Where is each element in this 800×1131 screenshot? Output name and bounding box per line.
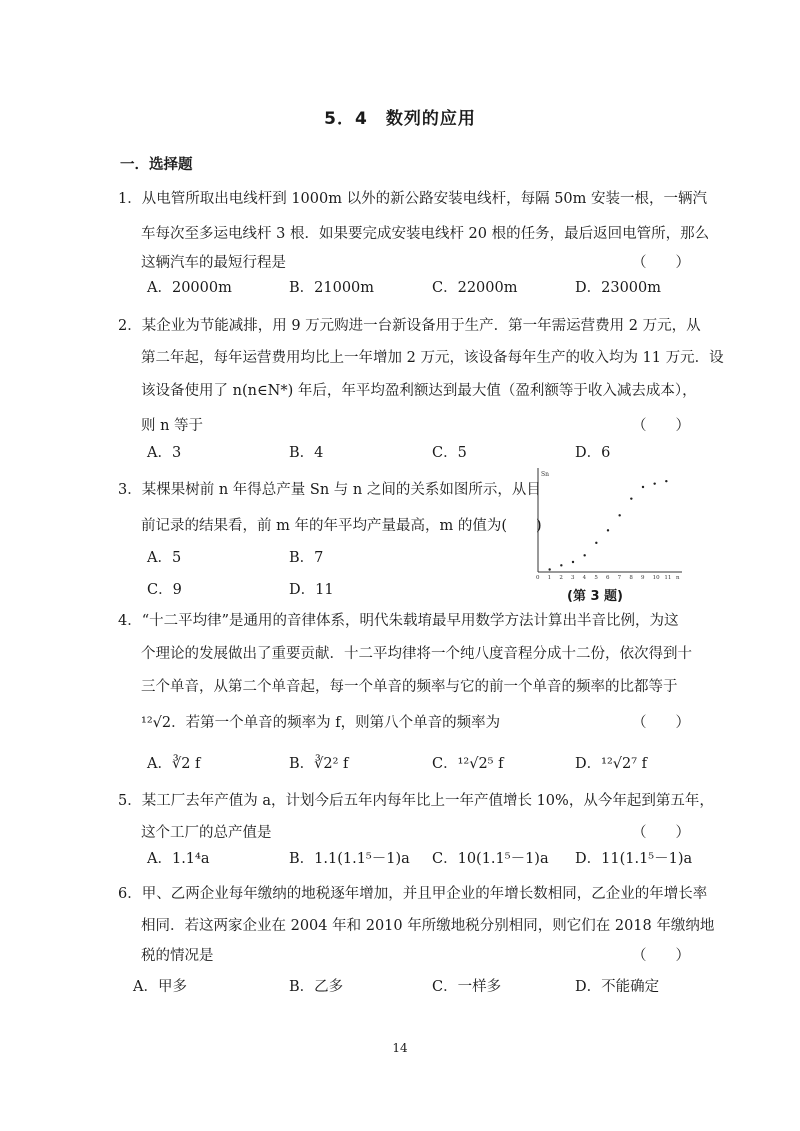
q2-answer-paren: （ ） bbox=[632, 418, 690, 434]
q1-option-c: C．22000m bbox=[432, 280, 518, 296]
q5-line-2: 这个工厂的总产值是 bbox=[141, 825, 272, 841]
page-number: 14 bbox=[392, 1041, 408, 1055]
q6-option-d: D．不能确定 bbox=[575, 979, 660, 995]
x-tick-label: 5 bbox=[594, 575, 598, 581]
q6-option-c: C．一样多 bbox=[432, 979, 502, 995]
q1-option-b: B．21000m bbox=[289, 280, 375, 296]
q4-option-a: A．∛2 f bbox=[147, 756, 201, 772]
q3-line-2: 前记录的结果看，前 m 年的年平均产量最高，m 的值为( ) bbox=[141, 518, 542, 534]
q4-answer-paren: （ ） bbox=[632, 715, 690, 731]
q4-line-1: 4．“十二平均律”是通用的音律体系，明代朱载堉最早用数学方法计算出半音比例，为这 bbox=[118, 613, 679, 629]
q6-answer-paren: （ ） bbox=[632, 948, 690, 964]
q4-option-c: C．¹²√2⁵ f bbox=[432, 756, 504, 772]
q6-line-1: 6．甲、乙两企业每年缴纳的地税逐年增加，并且甲企业的年增长数相同，乙企业的年增长率 bbox=[118, 886, 708, 902]
q1-option-a: A．20000m bbox=[147, 280, 232, 296]
q5-line-1: 5．某工厂去年产值为 a，计划今后五年内每年比上一年产值增长 10%，从今年起到第五年， bbox=[118, 793, 714, 809]
x-tick-label: 6 bbox=[606, 575, 610, 581]
x-tick-label: 9 bbox=[641, 575, 645, 581]
x-tick-label: 1 bbox=[547, 575, 552, 581]
data-point bbox=[572, 561, 574, 563]
x-tick-label: n bbox=[676, 575, 680, 581]
x-tick-label: 10 bbox=[652, 575, 660, 581]
x-tick-label: 2 bbox=[559, 575, 563, 581]
q3-option-a: A．5 bbox=[147, 550, 182, 566]
q2-option-b: B．4 bbox=[289, 445, 324, 461]
q2-option-a: A．3 bbox=[147, 445, 182, 461]
q5-option-c: C．10(1.1⁵－1)a bbox=[432, 851, 549, 867]
q3-option-c: C．9 bbox=[147, 582, 182, 598]
x-tick-label: 11 bbox=[664, 575, 672, 581]
q6-line-3: 税的情况是 bbox=[141, 948, 214, 964]
q3-figure-caption: (第 3 题) bbox=[567, 589, 623, 604]
q2-line-4: 则 n 等于 bbox=[141, 418, 204, 434]
section-heading: 一．选择题 bbox=[120, 157, 193, 173]
q3-scatter-chart bbox=[530, 466, 686, 582]
q1-option-d: D．23000m bbox=[575, 280, 662, 296]
q2-line-3: 该设备使用了 n(n∈N*) 年后，年平均盈利额达到最大值（盈利额等于收入减去成本）， bbox=[141, 383, 697, 399]
data-point bbox=[583, 554, 585, 556]
x-tick-label: 3 bbox=[571, 575, 575, 581]
q3-option-b: B．7 bbox=[289, 550, 324, 566]
q4-line-4: ¹²√2．若第一个单音的频率为 f，则第八个单音的频率为 bbox=[141, 715, 501, 731]
q5-option-d: D．11(1.1⁵－1)a bbox=[575, 851, 693, 867]
x-tick-label: 7 bbox=[617, 575, 622, 581]
data-point bbox=[618, 514, 620, 516]
q1-line-2: 车每次至多运电线杆 3 根．如果要完成安装电线杆 20 根的任务，最后返回电管所，那么 bbox=[141, 226, 710, 242]
q4-option-b: B．∛2² f bbox=[289, 756, 349, 772]
data-point bbox=[642, 486, 644, 488]
q6-option-b: B．乙多 bbox=[289, 979, 344, 995]
q6-line-2: 相同．若这两家企业在 2004 年和 2010 年所缴地税分别相同，则它们在 2018 年缴纳地 bbox=[141, 918, 715, 934]
y-axis-label: Sn bbox=[541, 471, 549, 478]
q1-line-3: 这辆汽车的最短行程是 bbox=[141, 255, 286, 271]
q2-option-c: C．5 bbox=[432, 445, 467, 461]
x-tick-label: 4 bbox=[582, 575, 587, 581]
q4-option-d: D．¹²√2⁷ f bbox=[575, 756, 648, 772]
q2-option-d: D．6 bbox=[575, 445, 611, 461]
q5-option-a: A．1.1⁴a bbox=[147, 851, 210, 867]
x-tick-label: 8 bbox=[629, 575, 633, 581]
q5-answer-paren: （ ） bbox=[632, 825, 690, 841]
q2-line-2: 第二年起，每年运营费用均比上一年增加 2 万元，该设备每年生产的收入均为 11 万元．设 bbox=[141, 350, 724, 366]
data-point bbox=[665, 480, 667, 482]
data-point bbox=[607, 529, 609, 531]
data-point bbox=[630, 497, 632, 499]
q3-option-d: D．11 bbox=[289, 582, 334, 598]
page-title: 5．4 数列的应用 bbox=[324, 109, 476, 129]
data-point bbox=[560, 564, 562, 566]
q1-line-1: 1．从电管所取出电线杆到 1000m 以外的新公路安装电线杆，每隔 50m 安装一根，一辆汽 bbox=[118, 191, 708, 207]
q2-line-1: 2．某企业为节能减排，用 9 万元购进一台新设备用于生产．第一年需运营费用 2 万元，从 bbox=[118, 318, 701, 334]
q4-line-3: 三个单音，从第二个单音起，每一个单音的频率与它的前一个单音的频率的比都等于 bbox=[141, 679, 678, 695]
q5-option-b: B．1.1(1.1⁵－1)a bbox=[289, 851, 410, 867]
q1-answer-paren: （ ） bbox=[632, 255, 690, 271]
data-point bbox=[595, 542, 597, 544]
q3-line-1: 3．某棵果树前 n 年得总产量 Sn 与 n 之间的关系如图所示，从目 bbox=[118, 482, 541, 498]
data-point bbox=[548, 568, 550, 570]
q4-line-2: 个理论的发展做出了重要贡献．十二平均律将一个纯八度音程分成十二份，依次得到十 bbox=[141, 646, 692, 662]
q6-option-a: A．甲多 bbox=[133, 979, 187, 995]
x-tick-label: 0 bbox=[536, 575, 540, 581]
data-point bbox=[653, 482, 655, 484]
